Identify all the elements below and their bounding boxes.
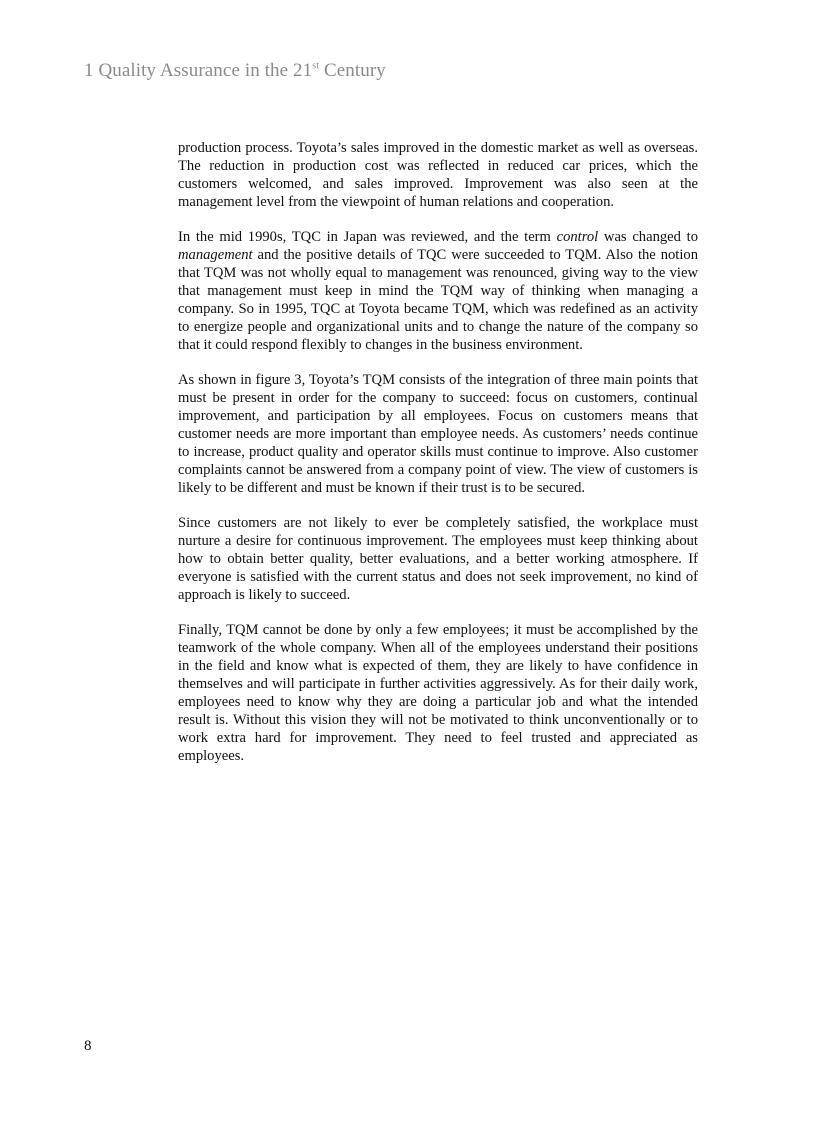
chapter-title-prefix: 1 Quality Assurance in the 21 (84, 60, 313, 81)
emphasis-management: management (178, 247, 253, 263)
body-text (178, 139, 698, 782)
paragraph-2-part-3: and the positive details of TQC were succeeded to TQM. Also the notion that TQM was not wholly equal to management was renounced, giving way to the view that management must keep in mind the TQM way of thinking when managing a company. So in 1995, TQC at Toyota became TQM, which was redefined as an activity to energize people and organizational units and to change the nature of the company so that it could respond flexibly to changes in the business environment. (178, 247, 698, 353)
page-number: 8 (84, 1038, 92, 1054)
paragraph-1: production process. Toyota’s sales improved in the domestic market as well as overseas. The reduction in production cost was reflected in reduced car prices, which the customers welcomed, and sales improved. Improvement was also seen at the management level from the viewpoint of human relations and cooperation. (178, 140, 698, 210)
paragraph-3: As shown in figure 3, Toyota’s TQM consists of the integration of three main points that must be present in order for the company to succeed: focus on customers, continual improvement, and participation by all employees. Focus on customers means that customer needs are more important than employee needs. As customers’ needs continue to increase, product quality and operator skills must continue to improve. Also customer complaints cannot be answered from a company point of view. The view of customers is likely to be different and must be known if their trust is to be secured. (178, 372, 698, 496)
chapter-title-suffix: Century (319, 60, 386, 81)
paragraph-5: Finally, TQM cannot be done by only a few employees; it must be accomplished by the teamwork of the whole company. When all of the employees understand their positions in the field and know what is expected of them, they are likely to have confidence in themselves and will participate in further activities aggressively. As for their daily work, employees need to know why they are doing a particular job and what the intended result is. Without this vision they will not be motivated to think unconventionally or to work extra hard for improvement. They need to feel trusted and appreciated as employees. (178, 622, 698, 764)
emphasis-control: control (556, 229, 599, 245)
chapter-title-superscript: st (312, 60, 320, 72)
running-header (84, 60, 386, 82)
paragraph-2 (178, 228, 698, 354)
paragraph-2-part-1: In the mid 1990s, TQC in Japan was reviewed, and the term (178, 229, 557, 245)
paragraph-4: Since customers are not likely to ever be completely satisfied, the workplace must nurture a desire for continuous improvement. The employees must keep thinking about how to obtain better quality, better evaluations, and a better working atmosphere. If everyone is satisfied with the current status and does not seek improvement, no kind of approach is likely to succeed. (178, 515, 698, 603)
paragraph-2-part-2: was changed to (598, 229, 698, 245)
